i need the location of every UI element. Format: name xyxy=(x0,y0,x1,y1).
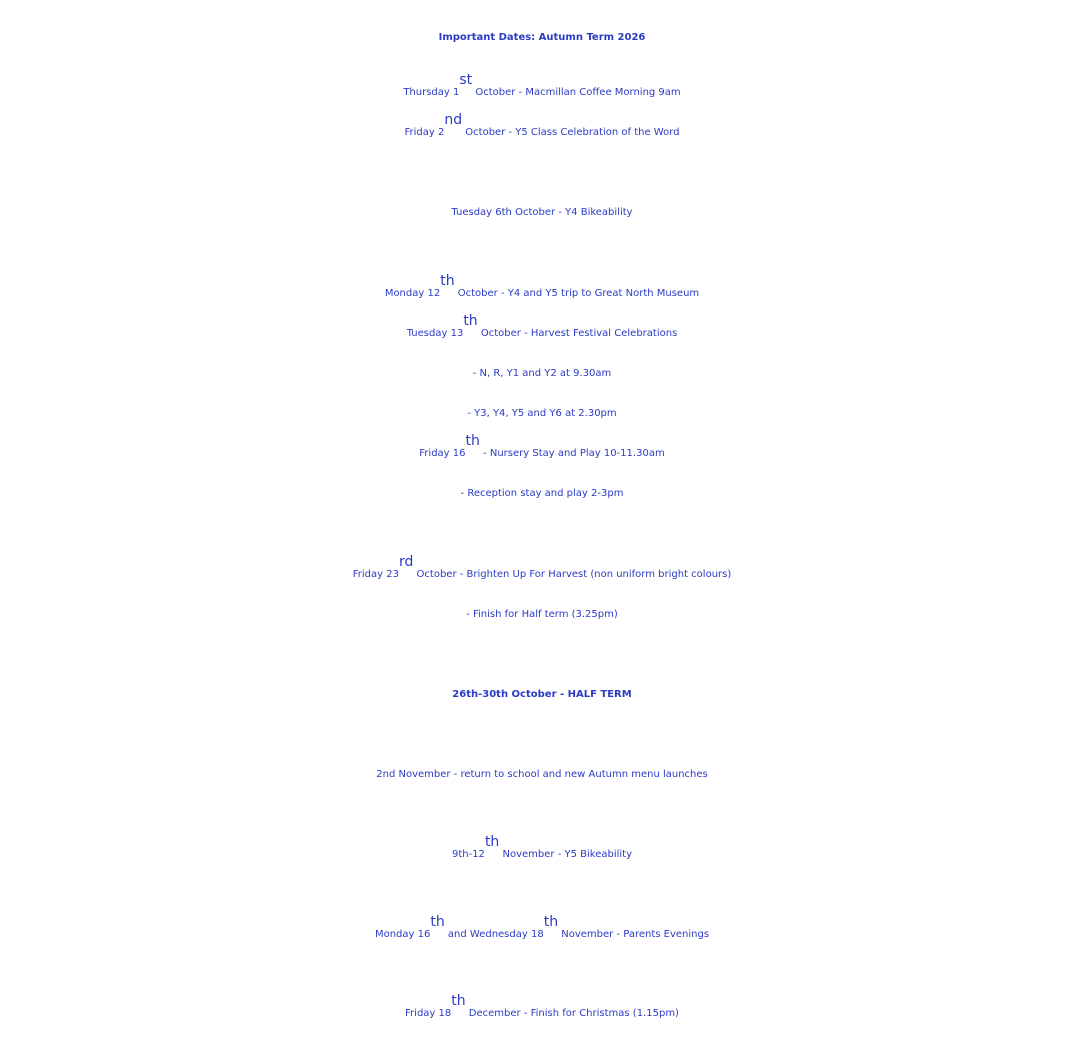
date-line-harvest-afternoon: - Y3, Y4, Y5 and Y6 at 2.30pm xyxy=(467,408,617,419)
date-line-finish-christmas: Friday 18th December - Finish for Christmas (1.15pm) xyxy=(405,993,679,1019)
date-line-half-term: 26th-30th October - HALF TERM xyxy=(452,689,632,700)
date-line-parents-evenings: Monday 16th and Wednesday 18th November - Parents Evenings xyxy=(374,914,710,940)
date-line-nursery-stay-play: Friday 16th - Nursery Stay and Play 10-11.30am xyxy=(419,433,665,459)
date-line-y4-bikeability: Tuesday 6th October - Y4 Bikeability xyxy=(451,207,633,218)
date-line-return-to-school: 2nd November - return to school and new Autumn menu launches xyxy=(376,769,708,780)
date-line-museum-trip: Monday 12th October - Y4 and Y5 trip to Great North Museum xyxy=(384,273,700,299)
date-line-harvest-morning: - N, R, Y1 and Y2 at 9.30am xyxy=(472,368,612,379)
date-line-brighten-up: Friday 23rd October - Brighten Up For Harvest (non uniform bright colours) xyxy=(352,554,732,580)
date-line-reception-stay-play: - Reception stay and play 2-3pm xyxy=(460,488,624,499)
page-title: Important Dates: Autumn Term 2026 xyxy=(438,32,646,43)
date-line-finish-half-term: - Finish for Half term (3.25pm) xyxy=(466,609,618,620)
date-line-y5-bikeability: 9th-12th November - Y5 Bikeability xyxy=(451,834,633,860)
date-line-coffee-morning: Thursday 1st October - Macmillan Coffee Morning 9am xyxy=(403,72,681,98)
date-line-harvest-festival: Tuesday 13th October - Harvest Festival Celebrations xyxy=(406,313,678,339)
date-line-y5-celebration: Friday 2nd October - Y5 Class Celebration of the Word xyxy=(404,112,680,138)
